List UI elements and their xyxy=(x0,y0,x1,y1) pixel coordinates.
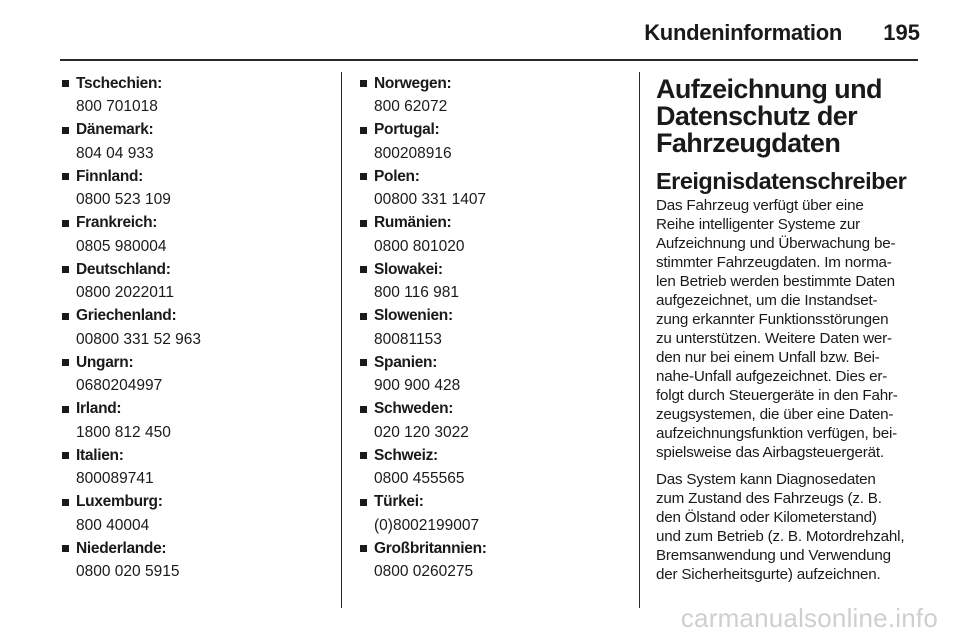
contact-entry xyxy=(358,212,630,259)
section-heading: Aufzeichnung und Datenschutz der Fahrzeugdaten xyxy=(656,74,882,158)
contact-entry xyxy=(60,258,332,305)
country-name: Polen: xyxy=(374,167,420,185)
bullet-icon xyxy=(360,266,367,273)
contact-entry xyxy=(358,72,630,119)
bullet-icon xyxy=(62,127,69,134)
contact-list-column-2 xyxy=(358,72,630,584)
bullet-icon xyxy=(360,499,367,506)
country-name: Italien: xyxy=(76,446,124,464)
phone-number: 00800 331 1407 xyxy=(374,191,487,208)
country-name: Spanien: xyxy=(374,353,438,371)
subsection-heading: Ereignisdatenschreiber xyxy=(656,168,907,194)
phone-number: 1800 812 450 xyxy=(76,423,171,441)
country-name: Türkei: xyxy=(374,493,424,510)
phone-number: 800 701018 xyxy=(76,98,158,115)
contact-entry xyxy=(358,491,630,538)
country-name: Finnland: xyxy=(76,167,144,185)
phone-number: 0800 523 109 xyxy=(76,191,171,208)
country-name: Schweiz: xyxy=(374,446,438,464)
phone-number: 020 120 3022 xyxy=(374,423,469,441)
country-name: Luxemburg: xyxy=(76,493,163,510)
section-title: Kundeninformation xyxy=(644,20,842,45)
phone-number: 0800 2022011 xyxy=(76,284,174,301)
country-name: Portugal: xyxy=(374,121,440,138)
bullet-icon xyxy=(62,406,69,413)
phone-number: 800 116 981 xyxy=(374,284,460,301)
phone-number: 0800 0260275 xyxy=(374,563,474,580)
phone-number: 0805 980004 xyxy=(76,237,167,255)
contact-entry xyxy=(358,305,630,352)
header-divider xyxy=(60,59,918,61)
phone-number: 804 04 933 xyxy=(76,144,154,162)
phone-number: 800 62072 xyxy=(374,98,448,115)
contact-list-column-1 xyxy=(60,72,332,584)
bullet-icon xyxy=(360,173,367,180)
contact-entry xyxy=(358,444,630,491)
phone-number: (0)8002199007 xyxy=(374,516,480,534)
body-paragraph: Das Fahrzeug verfügt über eine Reihe intelligenter Systeme zur Aufzeichnung und Überwachung be- stimmter Fahrzeugdaten. Im norma- len Betrieb werden bestimmte Daten aufgezeichnet, um die Instandset- zung erkannter Funktionsstörungen zu unterstützen. Weitere Daten wer- den nur bei einem Unfall bzw. Bei- nahe-Unfall aufgezeichnet. Dies er- folgt durch Steuergeräte in den Fahr- zeugsystemen, die über eine Daten- aufzeichnungsfunktion verfügen, bei- spielsweise das Airbagsteuergerät. xyxy=(656,197,898,461)
country-name: Griechenland: xyxy=(76,307,177,324)
phone-number: 800 40004 xyxy=(76,516,150,534)
country-name: Ungarn: xyxy=(76,353,134,371)
phone-number: 0800 801020 xyxy=(374,237,465,255)
phone-number: 0800 020 5915 xyxy=(76,563,180,580)
bullet-icon xyxy=(360,452,367,459)
bullet-icon xyxy=(62,499,69,506)
phone-number: 00800 331 52 963 xyxy=(76,330,201,348)
phone-number: 800208916 xyxy=(374,144,452,162)
contact-entry xyxy=(60,398,332,445)
contact-entry xyxy=(60,72,332,119)
country-name: Frankreich: xyxy=(76,214,158,231)
bullet-icon xyxy=(360,406,367,413)
column-divider xyxy=(341,72,342,608)
country-name: Norwegen: xyxy=(374,74,452,92)
bullet-icon xyxy=(62,173,69,180)
bullet-icon xyxy=(360,80,367,87)
watermark-text: carmanualsonline.info xyxy=(680,603,938,633)
phone-number: 0680204997 xyxy=(76,377,163,394)
page-header xyxy=(0,0,960,60)
contact-entry xyxy=(358,537,630,584)
country-name: Schweden: xyxy=(374,400,454,417)
body-paragraph: Das System kann Diagnosedaten zum Zustand des Fahrzeugs (z. B. den Ölstand oder Kilometerstand) und zum Betrieb (z. B. Motordrehzahl, Bremsanwendung und Verwendung der Sicherheitsgurte) aufzeichnen. xyxy=(656,471,905,583)
contact-entry xyxy=(358,398,630,445)
phone-number: 800089741 xyxy=(76,470,154,487)
bullet-icon xyxy=(360,220,367,227)
contact-entry xyxy=(60,212,332,259)
bullet-icon xyxy=(360,127,367,134)
contact-entry xyxy=(358,258,630,305)
country-name: Irland: xyxy=(76,400,122,417)
bullet-icon xyxy=(62,359,69,366)
phone-number: 80081153 xyxy=(374,330,442,348)
contact-entry xyxy=(60,537,332,584)
country-name: Tschechien: xyxy=(76,74,162,92)
country-name: Rumänien: xyxy=(374,214,452,231)
bullet-icon xyxy=(360,313,367,320)
contact-entry xyxy=(60,351,332,398)
contact-entry xyxy=(60,165,332,212)
contact-entry xyxy=(60,491,332,538)
bullet-icon xyxy=(62,266,69,273)
bullet-icon xyxy=(62,545,69,552)
phone-number: 0800 455565 xyxy=(374,470,465,487)
bullet-icon xyxy=(62,80,69,87)
bullet-icon xyxy=(360,359,367,366)
country-name: Slowakei: xyxy=(374,260,443,278)
contact-entry xyxy=(60,444,332,491)
contact-entry xyxy=(60,305,332,352)
bullet-icon xyxy=(360,545,367,552)
contact-entry xyxy=(60,119,332,166)
bullet-icon xyxy=(62,313,69,320)
bullet-icon xyxy=(62,452,69,459)
column-divider xyxy=(639,72,640,608)
country-name: Dänemark: xyxy=(76,121,154,138)
contact-entry xyxy=(358,351,630,398)
country-name: Deutschland: xyxy=(76,260,171,278)
country-name: Niederlande: xyxy=(76,539,167,557)
country-name: Slowenien: xyxy=(374,307,453,324)
country-name: Großbritannien: xyxy=(374,539,487,557)
data-privacy-section xyxy=(656,72,924,592)
contact-entry xyxy=(358,119,630,166)
phone-number: 900 900 428 xyxy=(374,377,461,394)
contact-entry xyxy=(358,165,630,212)
page-number: 195 xyxy=(883,20,920,45)
bullet-icon xyxy=(62,220,69,227)
